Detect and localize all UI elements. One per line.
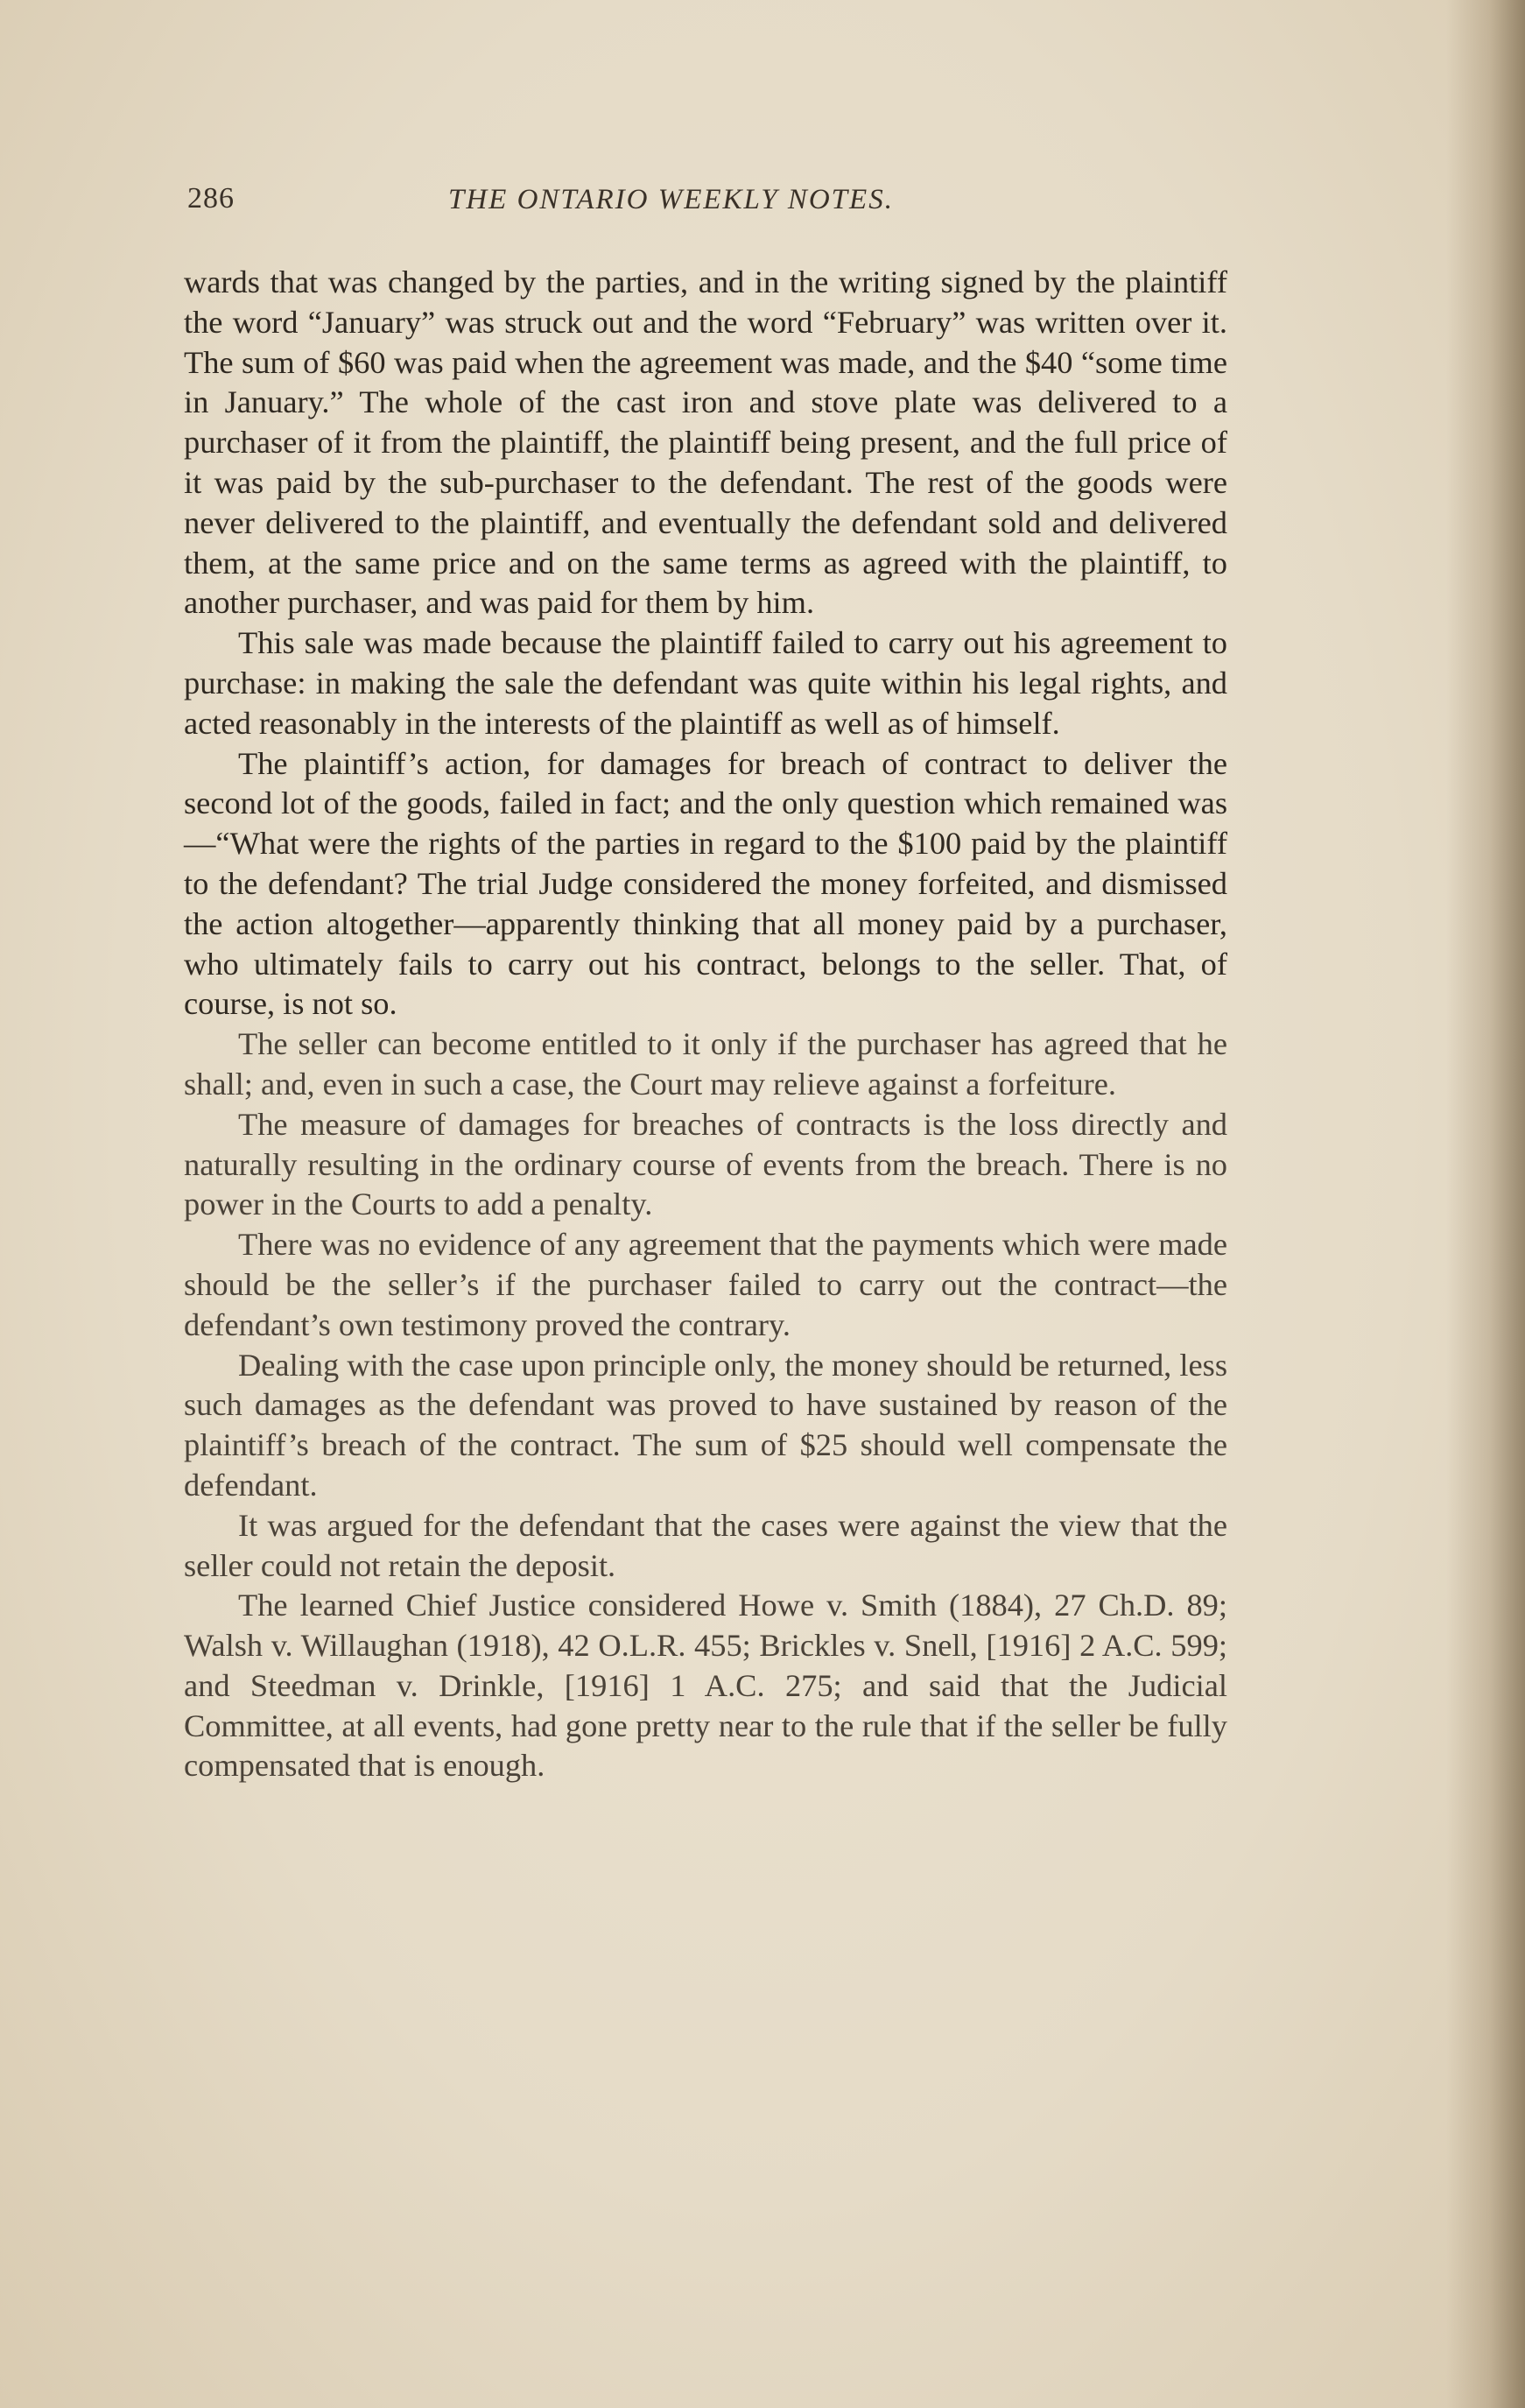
paragraph: The learned Chief Justice considered Howe v. Smith (1884), 27 Ch.D. 89; Walsh v. Willaughan (1918), 42 O.L.R. 455; Brickles v. Snell, [1916] 2 A.C. 599; and Steedman v. Drinkle, [1916] 1 A.C. 275; and said that the Judicial Committee, at all events, had gone pretty near to the rule that if the seller be fully compensated that is enough. [184,1588,1227,1784]
paragraph: It was argued for the defendant that the cases were against the view that the seller could not retain the deposit. [184,1507,1227,1583]
paragraph: The plaintiff’s action, for damages for breach of contract to deliver the second lot of the goods, failed in fact; and the only question which remained was—“What were the rights of the parties in regard to the $100 paid by the plaintiff to the defendant? The trial Judge considered the money forfeited, and dismissed the action altogether—apparently thinking that all money paid by a purchaser, who ultimately fails to carry out his contract, belongs to the seller. That, of course, is not so. [184,745,1227,1022]
paragraph: The measure of damages for breaches of contracts is the loss directly and naturally resulting in the ordinary course of events from the breach. There is no power in the Courts to add a penalty. [184,1106,1227,1222]
running-head [187,182,1229,229]
paragraph: Dealing with the case upon principle only, the money should be returned, less such damages as the defendant was proved to have sustained by reason of the plaintiff’s breach of the contract. The sum of $25 should well compensate the defendant. [184,1347,1227,1503]
paragraph: This sale was made because the plaintiff failed to carry out his agreement to purchase: in making the sale the defendant was quite within his legal rights, and acted reasonably in the interests of the plaintiff as well as of himself. [184,625,1227,741]
journal-title: THE ONTARIO WEEKLY NOTES. [448,184,894,215]
paragraph: The seller can become entitled to it only if the purchaser has agreed that he shall; and, even in such a case, the Court may relieve against a forfeiture. [184,1026,1227,1102]
paragraph: wards that was changed by the parties, and in the writing signed by the plaintiff the word “January” was struck out and the word “February” was written over it. The sum of $60 was paid when the agreement was made, and the $40 “some time in January.” The whole of the cast iron and stove plate was delivered to a purchaser of it from the plaintiff, the plaintiff being present, and the full price of it was paid by the sub-purchaser to the defendant. The rest of the goods were never delivered to the plaintiff, and eventually the defendant sold and delivered them, at the same price and on the same terms as agreed with the plaintiff, to another purchaser, and was paid for them by him. [184,264,1227,621]
body-text [184,263,1227,1786]
page-gutter-shadow [1446,0,1525,2408]
page-number: 286 [187,182,235,215]
paragraph: There was no evidence of any agreement that the payments which were made should be the seller’s if the purchaser failed to carry out the contract—the defendant’s own testimony proved the contrary. [184,1227,1227,1342]
